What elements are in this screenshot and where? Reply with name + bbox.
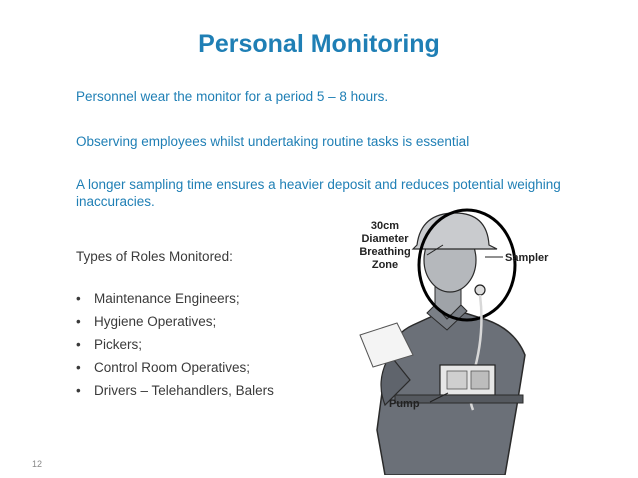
pump-panel — [447, 371, 467, 389]
pump-display — [471, 371, 489, 389]
list-item: • Hygiene Operatives; — [76, 314, 217, 329]
paragraph-observing: Observing employees whilst undertaking routine tasks is essential — [76, 134, 470, 149]
list-item: • Pickers; — [76, 337, 143, 352]
paragraph-duration: Personnel wear the monitor for a period 5 – 8 hours. — [76, 89, 389, 104]
zone-label-line-1: 30cm — [370, 220, 400, 232]
list-item: • Control Room Operatives; — [76, 360, 251, 375]
zone-label-line-3: Breathing — [359, 246, 411, 258]
roles-heading: Types of Roles Monitored: — [76, 249, 233, 264]
sampler-device — [475, 285, 485, 295]
page-number: 12 — [32, 459, 43, 469]
zone-label-line-4: Zone — [371, 259, 399, 271]
list-item: • Maintenance Engineers; — [76, 291, 240, 306]
pump-label: Pump — [389, 398, 420, 410]
hard-hat — [413, 213, 497, 249]
slide-title: Personal Monitoring — [198, 30, 440, 58]
worker-illustration — [355, 205, 555, 475]
zone-label-line-2: Diameter — [361, 233, 409, 245]
paragraph-sampling-time: A longer sampling time ensures a heavier deposit and reduces potential weighing inaccuracies. — [76, 177, 561, 209]
sampler-label: Sampler — [505, 252, 549, 264]
roles-list — [76, 290, 274, 405]
list-item: • Drivers – Telehandlers, Balers — [76, 383, 274, 398]
